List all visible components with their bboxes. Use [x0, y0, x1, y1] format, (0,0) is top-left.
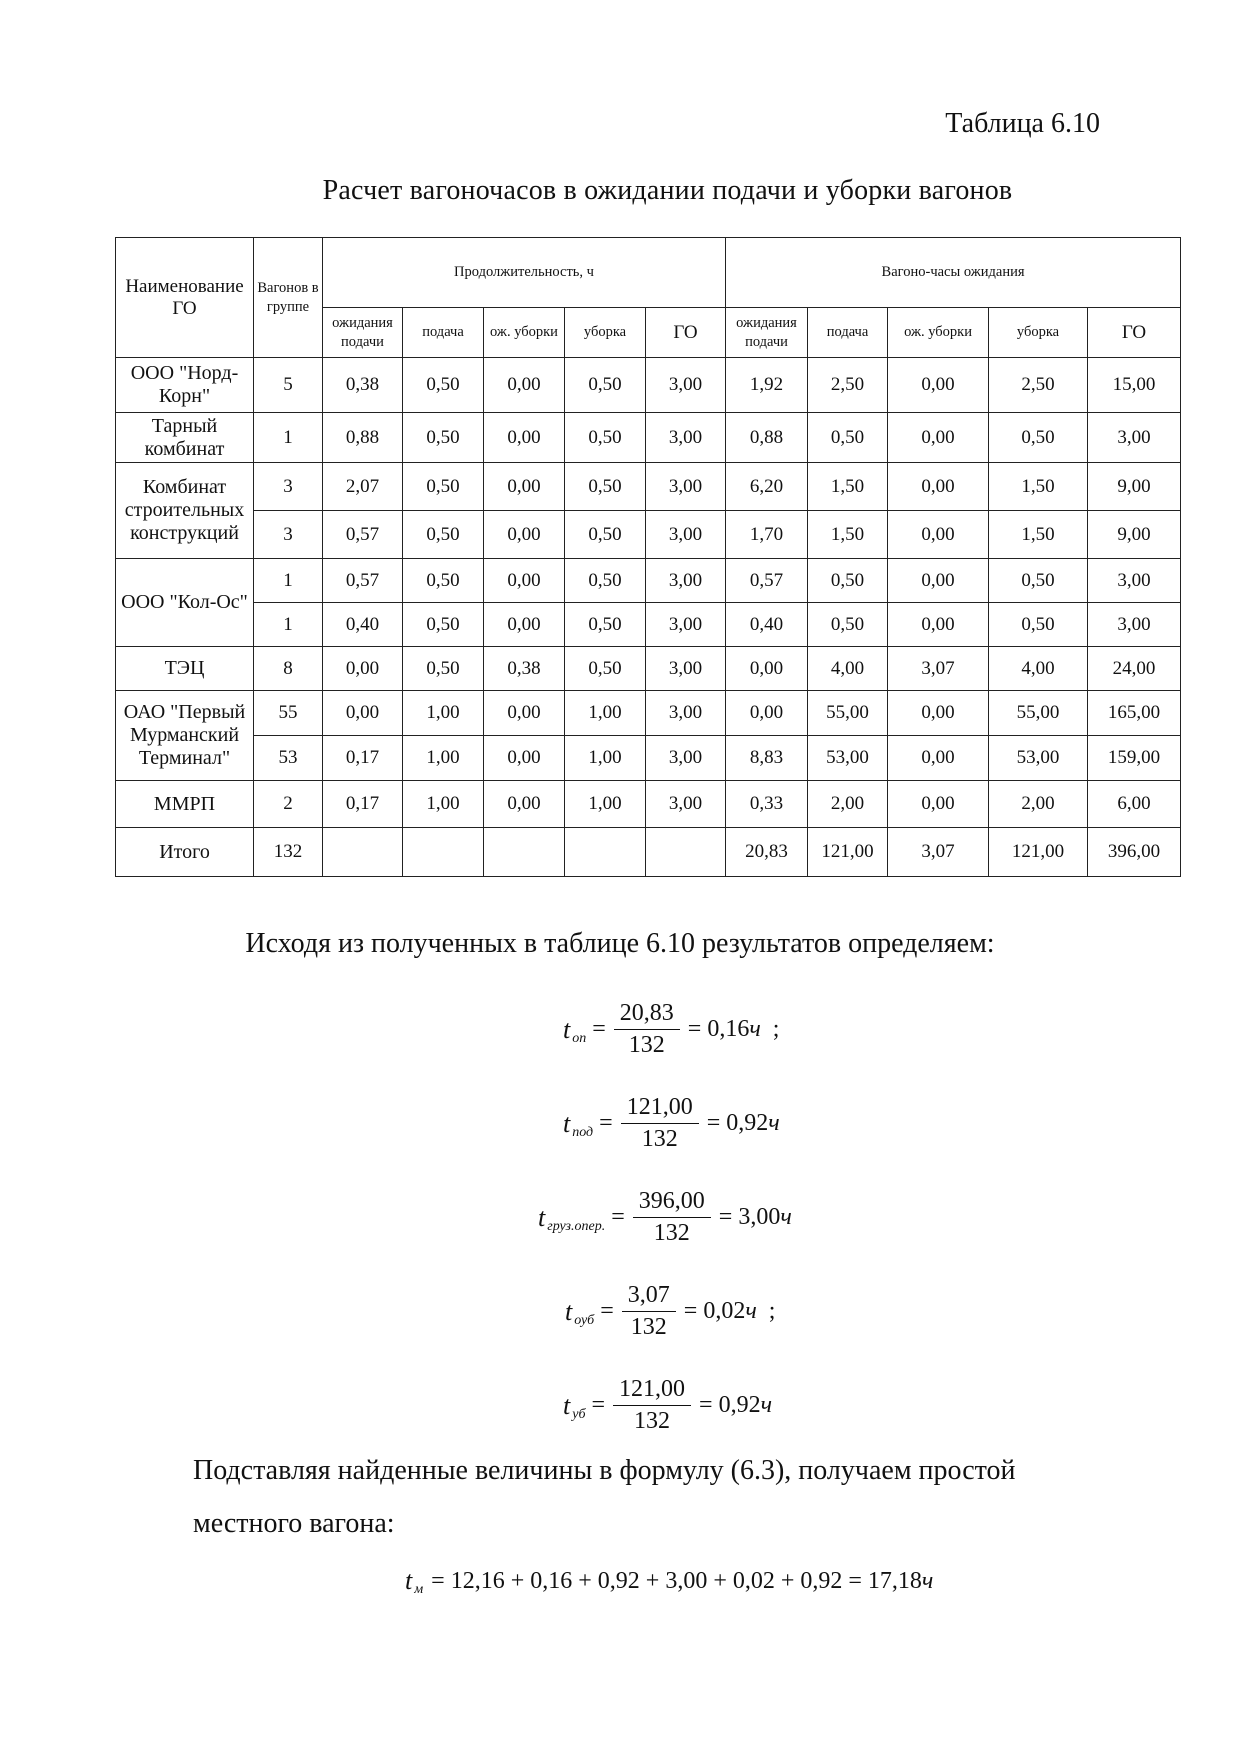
wagons-cell: 53 [254, 736, 323, 781]
equals-sign: = [706, 1110, 721, 1136]
value-cell: 0,17 [323, 781, 403, 828]
formula-symbol: t [563, 1014, 571, 1044]
formula-tail: ; [768, 1298, 776, 1324]
value-cell: 0,00 [484, 781, 565, 828]
value-cell: 2,00 [989, 781, 1088, 828]
value-cell: 3,00 [646, 647, 726, 691]
value-cell: 24,00 [1088, 647, 1181, 691]
value-cell: 55,00 [989, 691, 1088, 736]
value-cell: 165,00 [1088, 691, 1181, 736]
value-cell: 2,50 [989, 358, 1088, 413]
value-cell: 3,00 [1088, 603, 1181, 647]
header-wagon-hours-group: Вагоно-часы ожидания [726, 238, 1181, 308]
fraction-numerator: 20,83 [614, 1000, 680, 1030]
final-formula [405, 1566, 933, 1596]
value-cell: 0,57 [323, 511, 403, 559]
value-cell: 3,00 [646, 358, 726, 413]
value-cell: 0,00 [484, 736, 565, 781]
value-cell: 6,00 [1088, 781, 1181, 828]
header-wagon-hours-col-0: ожидания подачи [726, 308, 808, 358]
value-cell: 0,00 [888, 691, 989, 736]
value-cell: 3,00 [1088, 413, 1181, 463]
value-cell: 0,00 [888, 559, 989, 603]
value-cell: 0,00 [484, 691, 565, 736]
value-cell: 0,50 [565, 413, 646, 463]
equals-sign: = [699, 1392, 713, 1418]
formula-subscript: оп [572, 1030, 587, 1046]
value-cell: 55,00 [808, 691, 888, 736]
fraction-denominator: 132 [653, 1220, 690, 1246]
value-cell: 3,00 [646, 463, 726, 511]
value-cell: 396,00 [1088, 828, 1181, 877]
group-name-cell: Тарный комбинат [116, 413, 254, 463]
formula-1 [563, 1094, 792, 1153]
value-cell: 0,50 [403, 413, 484, 463]
value-cell: 1,50 [808, 511, 888, 559]
wagons-cell: 5 [254, 358, 323, 413]
header-wagon-hours-col-1: подача [808, 308, 888, 358]
table-row [116, 603, 1181, 647]
value-cell: 0,50 [565, 358, 646, 413]
header-duration-col-2: ож. уборки [484, 308, 565, 358]
header-name: Наименование ГО [116, 238, 254, 358]
header-row-1 [116, 238, 1181, 308]
group-name-cell: ООО "Норд-Корн" [116, 358, 254, 413]
value-cell: 1,92 [726, 358, 808, 413]
equals-sign: = [599, 1110, 613, 1136]
value-cell: 0,00 [888, 463, 989, 511]
wagons-cell: 132 [254, 828, 323, 877]
value-cell: 0,00 [484, 559, 565, 603]
value-cell: 0,57 [323, 559, 403, 603]
formula-subscript: груз.опер. [547, 1218, 606, 1234]
value-cell: 9,00 [1088, 463, 1181, 511]
formula-3 [565, 1282, 775, 1341]
value-cell: 1,00 [403, 691, 484, 736]
formula-0 [563, 1000, 779, 1059]
value-cell: 0,88 [323, 413, 403, 463]
wagons-cell: 1 [254, 413, 323, 463]
header-wagon-hours-col-4: ГО [1088, 308, 1181, 358]
fraction [613, 1376, 691, 1435]
value-cell: 53,00 [808, 736, 888, 781]
group-name-cell: ОАО "Первый Мурманский Терминал" [116, 691, 254, 781]
value-cell: 0,50 [808, 559, 888, 603]
wagons-cell: 2 [254, 781, 323, 828]
equals-sign: = [611, 1204, 625, 1230]
intro-text: Исходя из полученных в таблице 6.10 результатов определяем: [245, 928, 995, 959]
value-cell: 3,00 [646, 511, 726, 559]
value-cell: 3,00 [646, 691, 726, 736]
value-cell: 0,50 [989, 413, 1088, 463]
table-row [116, 691, 1181, 736]
value-cell: 1,00 [403, 781, 484, 828]
fraction-denominator: 132 [628, 1032, 665, 1058]
value-cell: 4,00 [989, 647, 1088, 691]
header-wagon-hours-col-2: ож. уборки [888, 308, 989, 358]
value-cell [403, 828, 484, 877]
value-cell: 0,50 [989, 603, 1088, 647]
value-cell: 0,57 [726, 559, 808, 603]
value-cell: 0,00 [484, 413, 565, 463]
table-row [116, 358, 1181, 413]
formula-symbol: t [563, 1108, 571, 1138]
fraction-denominator: 132 [641, 1126, 678, 1152]
value-cell: 0,38 [323, 358, 403, 413]
group-name-cell: ТЭЦ [116, 647, 254, 691]
value-cell: 1,00 [565, 691, 646, 736]
value-cell: 4,00 [808, 647, 888, 691]
fraction-numerator: 121,00 [613, 1376, 691, 1406]
wagons-cell: 55 [254, 691, 323, 736]
value-cell: 0,50 [403, 511, 484, 559]
value-cell: 0,50 [565, 559, 646, 603]
group-name-cell: Итого [116, 828, 254, 877]
formula-2 [538, 1188, 804, 1247]
equals-sign: = [683, 1298, 698, 1324]
value-cell [323, 828, 403, 877]
value-cell [565, 828, 646, 877]
value-cell: 0,40 [726, 603, 808, 647]
formula-result: 0,16 [707, 1016, 750, 1042]
group-name-cell: ММРП [116, 781, 254, 828]
value-cell: 3,07 [888, 647, 989, 691]
table-number-label: Таблица 6.10 [945, 108, 1100, 139]
value-cell: 1,50 [989, 511, 1088, 559]
value-cell: 0,50 [565, 647, 646, 691]
value-cell: 0,33 [726, 781, 808, 828]
value-cell: 159,00 [1088, 736, 1181, 781]
formula-unit: ч [760, 1392, 773, 1418]
value-cell: 0,50 [565, 603, 646, 647]
value-cell: 53,00 [989, 736, 1088, 781]
value-cell: 0,00 [484, 358, 565, 413]
formula-unit: ч [749, 1016, 761, 1042]
value-cell: 0,88 [726, 413, 808, 463]
final-formula-subscript: м [414, 1582, 424, 1597]
value-cell: 20,83 [726, 828, 808, 877]
final-formula-unit: ч [921, 1567, 934, 1594]
value-cell: 0,50 [808, 413, 888, 463]
value-cell: 6,20 [726, 463, 808, 511]
value-cell: 3,00 [646, 736, 726, 781]
value-cell: 1,00 [565, 736, 646, 781]
value-cell: 121,00 [989, 828, 1088, 877]
value-cell: 8,83 [726, 736, 808, 781]
value-cell: 0,00 [888, 736, 989, 781]
header-duration-col-1: подача [403, 308, 484, 358]
value-cell: 0,00 [888, 358, 989, 413]
fraction-numerator: 3,07 [622, 1282, 676, 1312]
formula-unit: ч [780, 1204, 792, 1230]
final-formula-expression: = 12,16 + 0,16 + 0,92 + 3,00 + 0,02 + 0,92 = 17,18 [431, 1567, 922, 1594]
formula-symbol: t [565, 1296, 573, 1326]
table-row [116, 647, 1181, 691]
value-cell: 1,50 [989, 463, 1088, 511]
value-cell: 2,07 [323, 463, 403, 511]
value-cell [646, 828, 726, 877]
value-cell: 0,00 [484, 603, 565, 647]
equals-sign: = [591, 1392, 606, 1418]
value-cell: 0,38 [484, 647, 565, 691]
value-cell: 0,50 [403, 463, 484, 511]
value-cell: 0,00 [323, 647, 403, 691]
value-cell: 0,17 [323, 736, 403, 781]
value-cell: 0,50 [403, 647, 484, 691]
formula-tail: ; [772, 1016, 780, 1042]
table-row [116, 736, 1181, 781]
table-row [116, 511, 1181, 559]
fraction-denominator: 132 [634, 1408, 671, 1434]
value-cell: 3,00 [646, 559, 726, 603]
formula-unit: ч [745, 1298, 757, 1324]
value-cell: 3,00 [646, 413, 726, 463]
value-cell: 0,50 [808, 603, 888, 647]
formula-result: 0,02 [703, 1298, 746, 1324]
value-cell: 1,70 [726, 511, 808, 559]
fraction-numerator: 121,00 [621, 1094, 699, 1124]
group-name-cell: Комбинат строительных конструкций [116, 463, 254, 559]
value-cell: 2,50 [808, 358, 888, 413]
table-row [116, 413, 1181, 463]
formula-symbol: t [538, 1202, 546, 1232]
value-cell: 0,50 [403, 559, 484, 603]
wagons-cell: 1 [254, 559, 323, 603]
formula-unit: ч [768, 1110, 780, 1136]
value-cell: 0,00 [323, 691, 403, 736]
formula-result: 3,00 [738, 1204, 781, 1230]
header-duration-col-0: ожидания подачи [323, 308, 403, 358]
header-duration-col-3: уборка [565, 308, 646, 358]
equals-sign: = [687, 1016, 702, 1042]
value-cell: 0,50 [565, 511, 646, 559]
value-cell: 0,00 [888, 603, 989, 647]
paragraph-line-2: местного вагона: [193, 1508, 395, 1539]
value-cell: 121,00 [808, 828, 888, 877]
formula-subscript: под [572, 1124, 594, 1140]
fraction [622, 1282, 676, 1341]
final-formula-symbol: t [405, 1566, 413, 1595]
value-cell: 1,50 [808, 463, 888, 511]
value-cell: 0,00 [484, 463, 565, 511]
value-cell: 0,50 [403, 603, 484, 647]
wagons-cell: 3 [254, 463, 323, 511]
value-cell: 0,00 [888, 413, 989, 463]
fraction [621, 1094, 699, 1153]
header-duration-col-4: ГО [646, 308, 726, 358]
value-cell: 3,00 [1088, 559, 1181, 603]
header-duration-group: Продолжительность, ч [323, 238, 726, 308]
header-wagon-hours-col-3: уборка [989, 308, 1088, 358]
value-cell: 3,00 [646, 603, 726, 647]
paragraph-line-1: Подставляя найденные величины в формулу (6.3), получаем простой [193, 1455, 1016, 1486]
wagons-cell: 1 [254, 603, 323, 647]
value-cell: 1,00 [565, 781, 646, 828]
formula-4 [563, 1376, 784, 1435]
value-cell: 15,00 [1088, 358, 1181, 413]
equals-sign: = [600, 1298, 614, 1324]
value-cell: 1,00 [403, 736, 484, 781]
fraction-denominator: 132 [630, 1314, 667, 1340]
fraction [614, 1000, 680, 1059]
header-wagons: Вагонов в группе [254, 238, 323, 358]
formula-subscript: оуб [574, 1312, 595, 1328]
value-cell [484, 828, 565, 877]
table-row [116, 828, 1181, 877]
value-cell: 0,50 [989, 559, 1088, 603]
wagons-cell: 8 [254, 647, 323, 691]
group-name-cell: ООО "Кол-Ос" [116, 559, 254, 647]
value-cell: 3,00 [646, 781, 726, 828]
value-cell: 3,07 [888, 828, 989, 877]
fraction-numerator: 396,00 [633, 1188, 711, 1218]
fraction [633, 1188, 711, 1247]
formula-symbol: t [563, 1390, 571, 1420]
formula-result: 0,92 [718, 1392, 761, 1418]
formula-result: 0,92 [726, 1110, 769, 1136]
value-cell: 0,00 [726, 691, 808, 736]
value-cell: 0,00 [888, 781, 989, 828]
table-row [116, 559, 1181, 603]
table-row [116, 463, 1181, 511]
table-title: Расчет вагоночасов в ожидании подачи и уборки вагонов [322, 175, 1013, 206]
value-cell: 0,00 [726, 647, 808, 691]
calculation-table [115, 237, 1181, 877]
wagons-cell: 3 [254, 511, 323, 559]
value-cell: 2,00 [808, 781, 888, 828]
formula-subscript: уб [572, 1406, 586, 1422]
value-cell: 0,50 [565, 463, 646, 511]
equals-sign: = [592, 1016, 606, 1042]
value-cell: 9,00 [1088, 511, 1181, 559]
value-cell: 0,00 [888, 511, 989, 559]
table-row [116, 781, 1181, 828]
value-cell: 0,50 [403, 358, 484, 413]
value-cell: 0,00 [484, 511, 565, 559]
value-cell: 0,40 [323, 603, 403, 647]
equals-sign: = [718, 1204, 733, 1230]
